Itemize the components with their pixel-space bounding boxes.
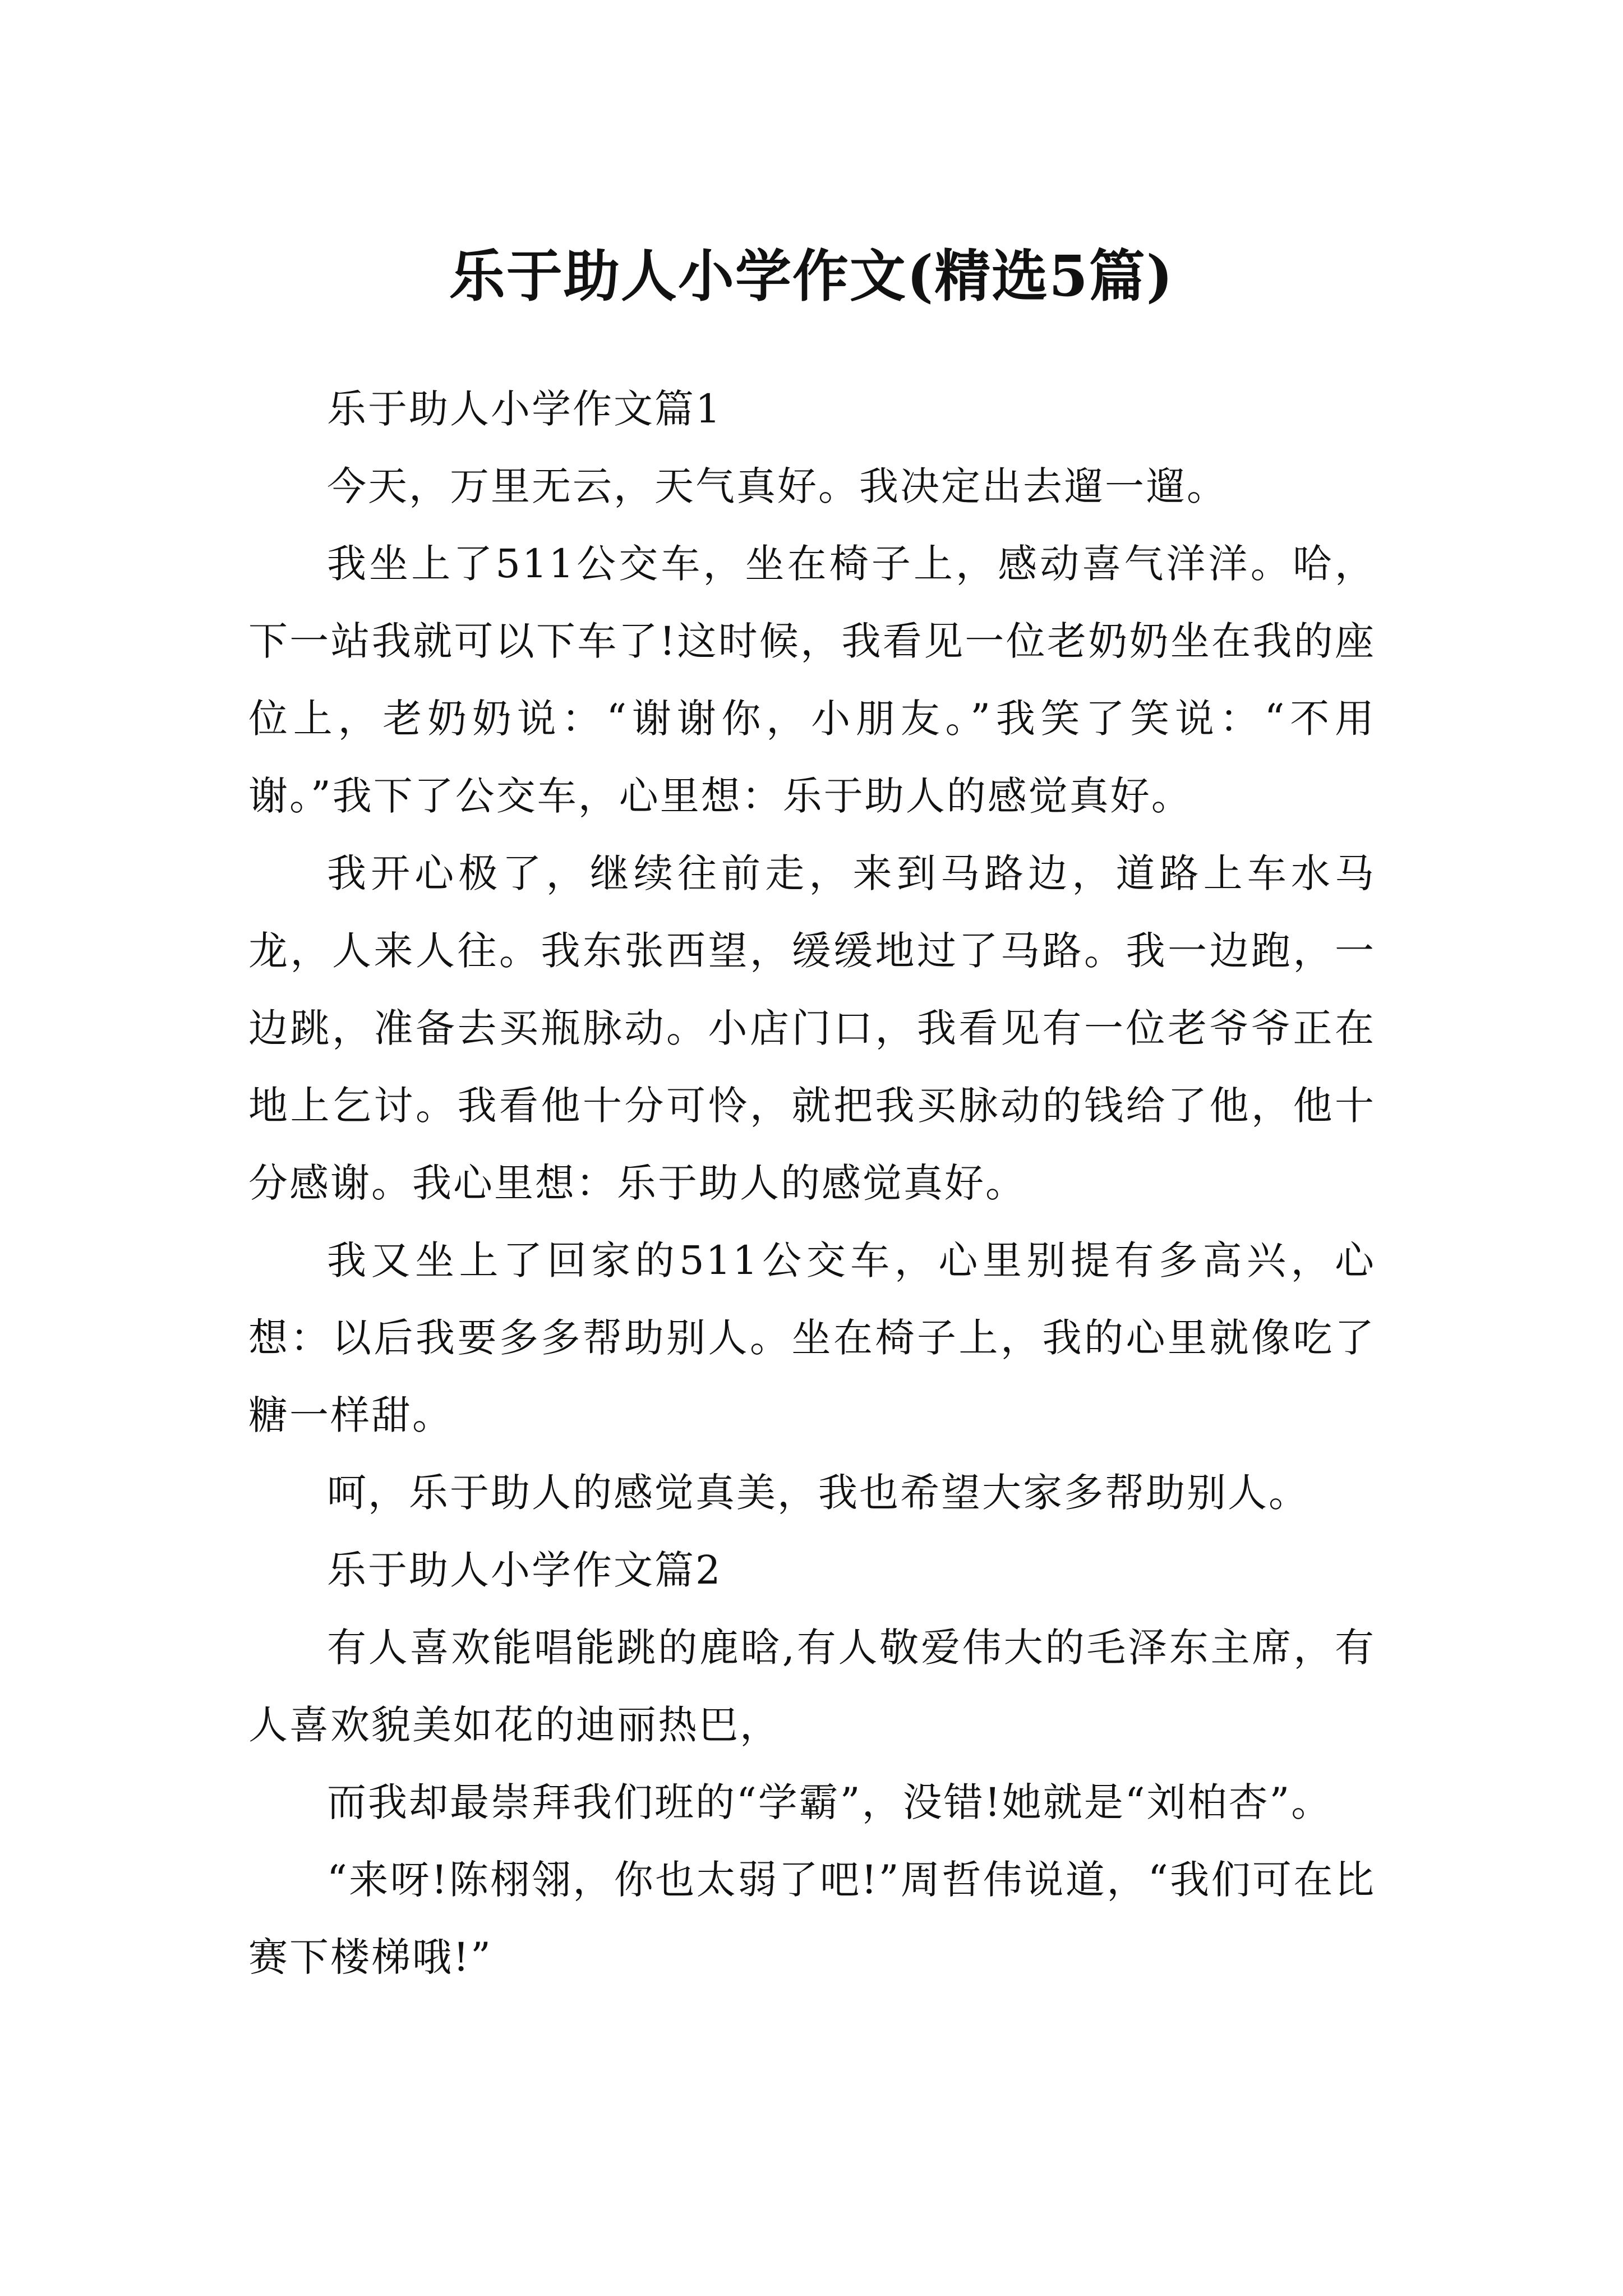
paragraph: 我开心极了，继续往前走，来到马路边，道路上车水马龙，人来人往。我东张西望，缓缓地过了马路。我一边跑，一边跳，准备去买瓶脉动。小店门口，我看见有一位老爷爷正在地上乞讨。我看他十分可怜，就把我买脉动的钱给了他，他十分感谢。我心里想：乐于助人的感觉真好。 bbox=[248, 850, 1376, 1206]
paragraph: “来呀!陈栩翎，你也太弱了吧!”周哲伟说道，“我们可在比赛下楼梯哦!” bbox=[248, 1857, 1376, 1980]
paragraph: 今天，万里无云，天气真好。我决定出去遛一遛。 bbox=[327, 463, 1228, 509]
paragraph: 呵，乐于助人的感觉真美，我也希望大家多帮助别人。 bbox=[327, 1470, 1310, 1516]
paragraph: 我又坐上了回家的511公交车，心里别提有多高兴，心想：以后我要多多帮助别人。坐在椅子上，我的心里就像吃了糖一样甜。 bbox=[248, 1237, 1376, 1438]
section-heading-2: 乐于助人小学作文篇2 bbox=[327, 1547, 722, 1593]
document-body bbox=[248, 370, 1376, 1996]
paragraph: 我坐上了511公交车，坐在椅子上，感动喜气洋洋。哈，下一站我就可以下车了!这时候，我看见一位老奶奶坐在我的座位上，老奶奶说：“谢谢你，小朋友。”我笑了笑说：“不用谢。”我下了公交车，心里想：乐于助人的感觉真好。 bbox=[248, 541, 1376, 819]
paragraph: 而我却最崇拜我们班的“学霸”，没错!她就是“刘柏杏”。 bbox=[327, 1779, 1332, 1825]
paragraph: 有人喜欢能唱能跳的鹿晗,有人敬爱伟大的毛泽东主席，有人喜欢貌美如花的迪丽热巴， bbox=[248, 1625, 1376, 1748]
section-heading-1: 乐于助人小学作文篇1 bbox=[327, 386, 722, 432]
document-title: 乐于助人小学作文(精选5篇) bbox=[449, 243, 1174, 309]
